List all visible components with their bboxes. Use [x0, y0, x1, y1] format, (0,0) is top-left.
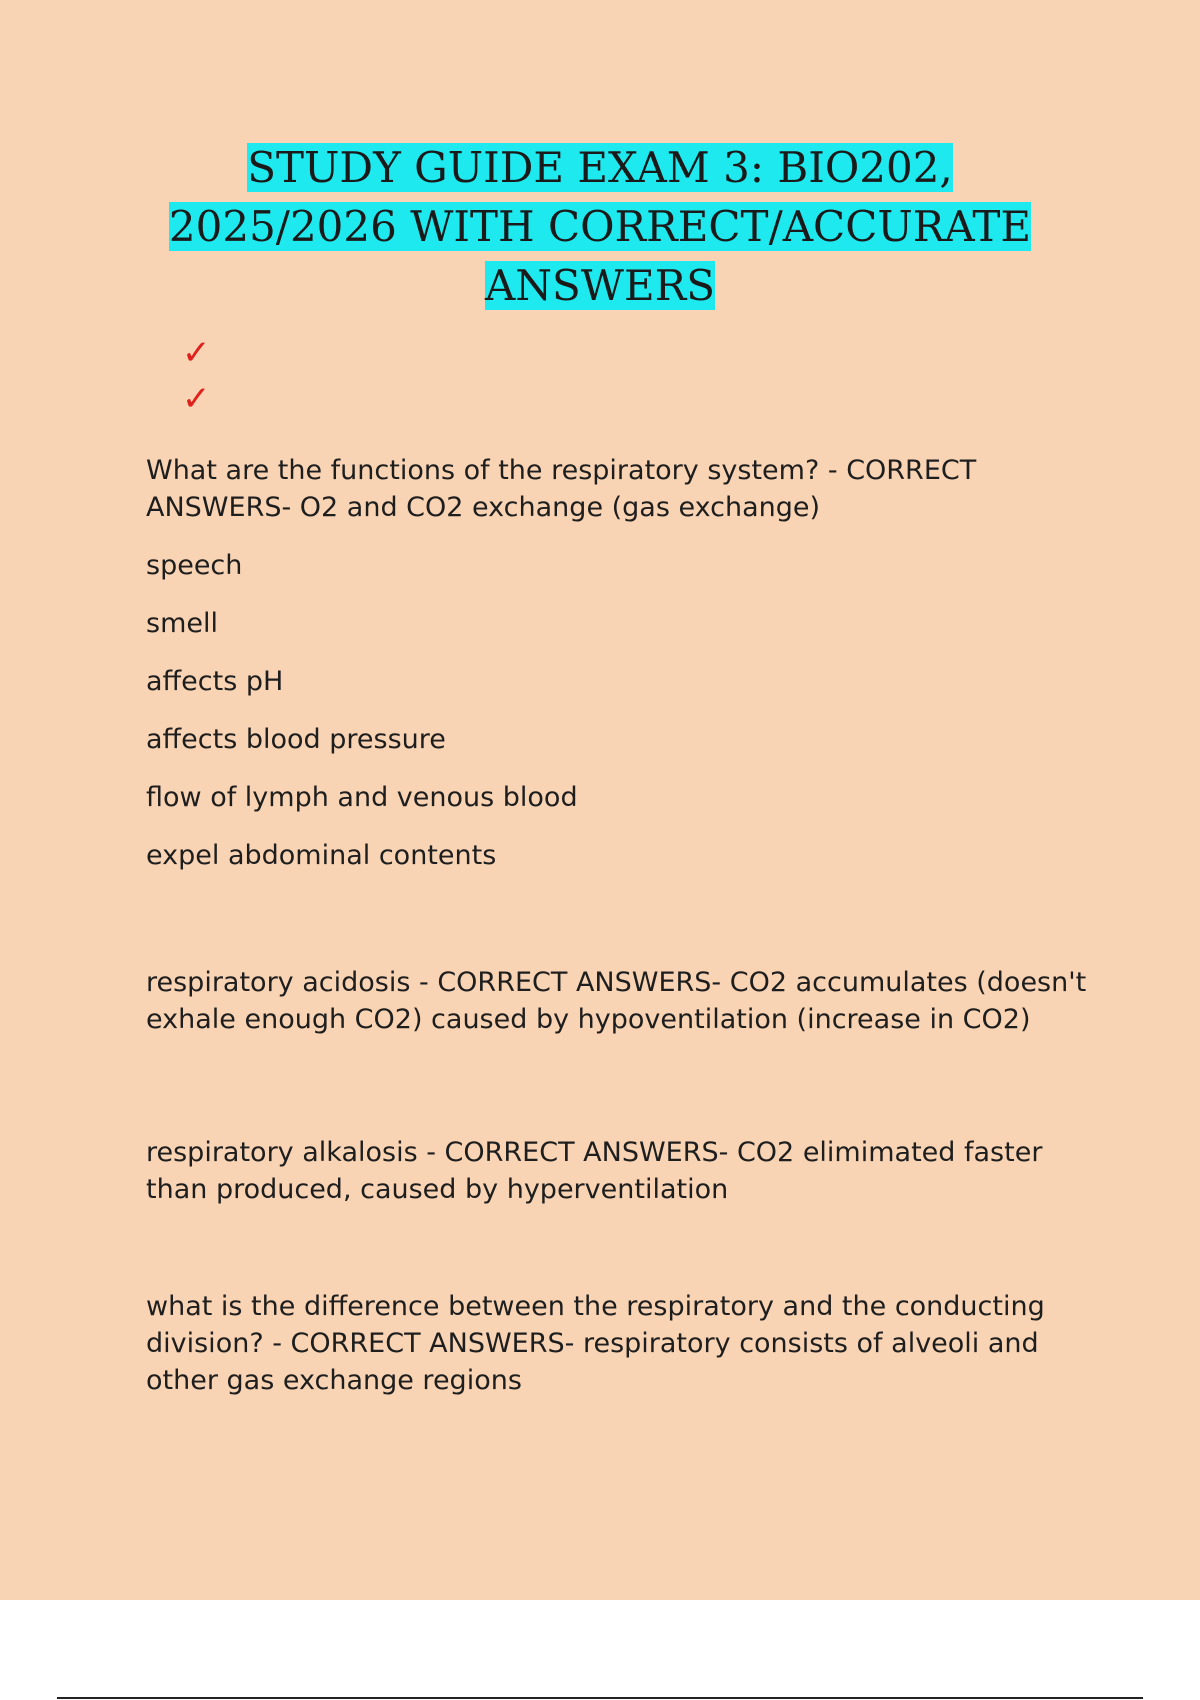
list-item: expel abdominal contents: [146, 840, 497, 871]
list-item: affects blood pressure: [146, 724, 446, 755]
check-marks: [182, 330, 211, 422]
qa-respiratory-functions: What are the functions of the respiratory system? - CORRECT ANSWERS- O2 and CO2 exchange (gas exchange): [146, 455, 977, 523]
title-line-3: ANSWERS: [484, 261, 716, 310]
list-item: flow of lymph and venous blood: [146, 782, 578, 813]
qa-respiratory-acidosis: respiratory acidosis - CORRECT ANSWERS- CO2 accumulates (doesn't exhale enough CO2) caused by hypoventilation (increase in CO2): [146, 967, 1087, 1035]
title-line-2: 2025/2026 WITH CORRECT/ACCURATE: [168, 202, 1032, 251]
qa-respiratory-vs-conducting: what is the difference between the respiratory and the conducting division? - CORRECT ANSWERS- respiratory consists of alveoli and other gas exchange regions: [146, 1291, 1045, 1396]
check-mark-icon: ✓: [182, 379, 211, 419]
footer-divider: [57, 1697, 1143, 1699]
list-item: speech: [146, 550, 243, 581]
list-item: affects pH: [146, 666, 284, 697]
title-line-1: STUDY GUIDE EXAM 3: BIO202,: [247, 143, 953, 192]
list-item: smell: [146, 608, 218, 639]
check-mark-icon: ✓: [182, 333, 211, 373]
document-title: [100, 138, 1100, 315]
document-body: [146, 452, 1106, 1399]
qa-respiratory-alkalosis: respiratory alkalosis - CORRECT ANSWERS- CO2 elimimated faster than produced, caused by hyperventilation: [146, 1137, 1043, 1205]
